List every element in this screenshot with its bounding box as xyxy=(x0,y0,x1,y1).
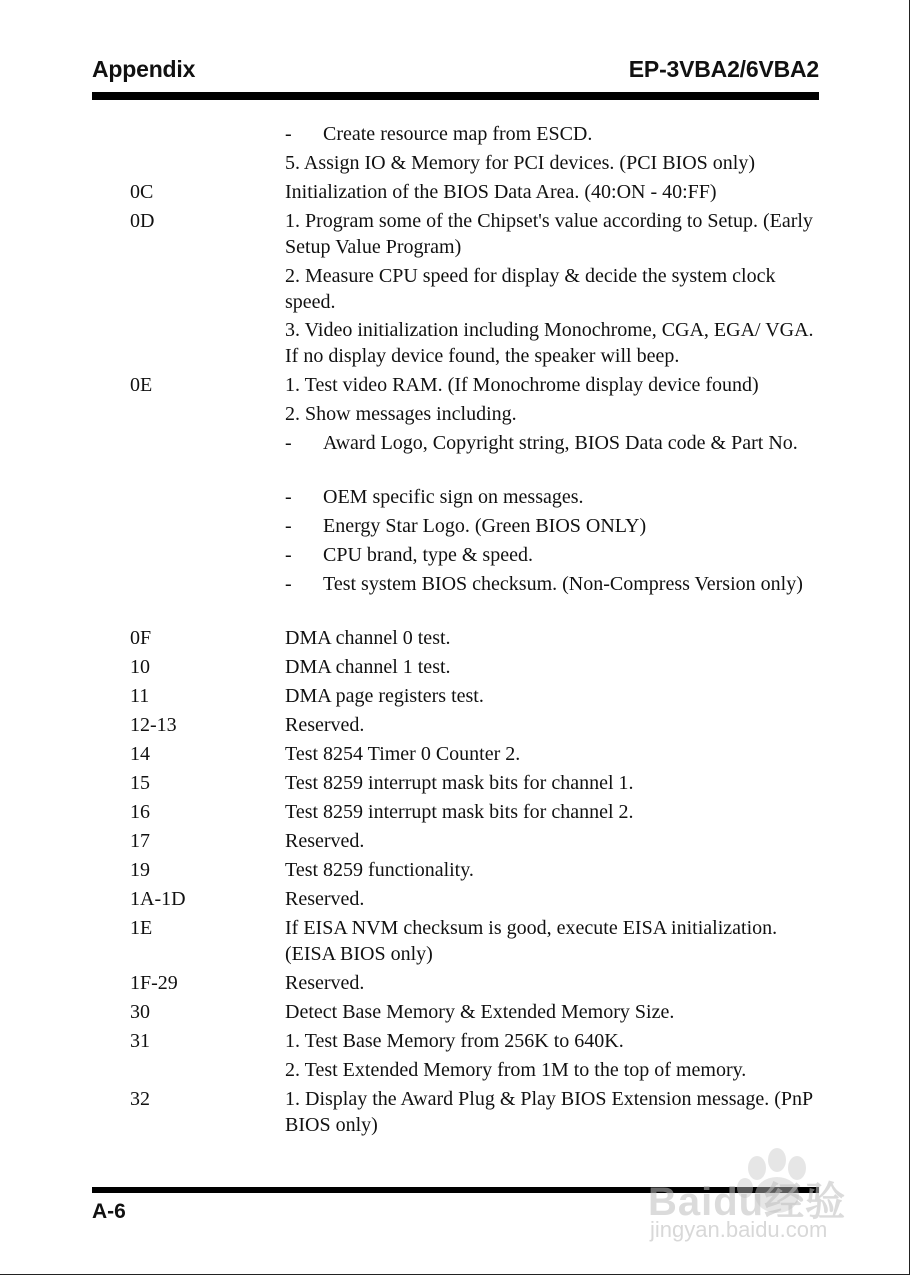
post-code: 30 xyxy=(130,1001,150,1023)
post-description: 2. Test Extended Memory from 1M to the top of memory. xyxy=(285,1059,747,1081)
post-description: 2. Show messages including. xyxy=(285,403,517,425)
header-model: EP-3VBA2/6VBA2 xyxy=(628,56,819,82)
post-description: 1. Program some of the Chipset's value according to Setup. (Early Setup Value Program) xyxy=(285,210,813,258)
post-description: OEM specific sign on messages. xyxy=(323,486,584,508)
post-description: Energy Star Logo. (Green BIOS ONLY) xyxy=(323,515,647,537)
post-code: 15 xyxy=(130,772,150,794)
post-description: 3. Video initialization including Monochrome, CGA, EGA/ VGA. If no display device found, the speaker will beep. xyxy=(285,319,814,367)
post-description: DMA channel 1 test. xyxy=(285,656,451,678)
bullet-dash: - xyxy=(285,544,292,566)
post-code: 1E xyxy=(130,917,153,939)
post-description: Detect Base Memory & Extended Memory Size. xyxy=(285,1001,675,1023)
post-code: 11 xyxy=(130,685,150,707)
post-description: If EISA NVM checksum is good, execute EISA initialization. (EISA BIOS only) xyxy=(285,917,778,965)
post-code: 17 xyxy=(130,830,150,852)
bullet-dash: - xyxy=(285,123,292,145)
watermark-brand: Baidu经验 xyxy=(648,1180,847,1224)
post-description: Test 8254 Timer 0 Counter 2. xyxy=(285,743,521,765)
post-description: Award Logo, Copyright string, BIOS Data code & Part No. xyxy=(323,432,798,454)
post-description: 1. Display the Award Plug & Play BIOS Extension message. (PnP BIOS only) xyxy=(285,1088,813,1136)
post-description: 1. Test video RAM. (If Monochrome display device found) xyxy=(285,374,759,396)
post-description: Reserved. xyxy=(285,714,365,736)
post-description: Test 8259 functionality. xyxy=(285,859,474,881)
header-rule xyxy=(92,92,819,100)
post-code: 32 xyxy=(130,1088,150,1110)
post-description: Reserved. xyxy=(285,830,365,852)
post-description: 1. Test Base Memory from 256K to 640K. xyxy=(285,1030,624,1052)
post-description: Reserved. xyxy=(285,972,365,994)
post-description: Test 8259 interrupt mask bits for channel 2. xyxy=(285,801,634,823)
post-code: 0D xyxy=(130,210,155,232)
bullet-dash: - xyxy=(285,515,292,537)
post-description: 2. Measure CPU speed for display & decide the system clock speed. xyxy=(285,265,776,313)
post-code: 0C xyxy=(130,181,154,203)
post-description: Create resource map from ESCD. xyxy=(323,123,593,145)
bullet-dash: - xyxy=(285,432,292,454)
post-description: DMA page registers test. xyxy=(285,685,484,707)
post-code: 31 xyxy=(130,1030,150,1052)
post-description: Test 8259 interrupt mask bits for channel 1. xyxy=(285,772,634,794)
post-code: 1A-1D xyxy=(130,888,186,910)
post-code: 10 xyxy=(130,656,150,678)
post-description: 5. Assign IO & Memory for PCI devices. (PCI BIOS only) xyxy=(285,152,755,174)
post-code: 0F xyxy=(130,627,152,649)
post-code: 14 xyxy=(130,743,150,765)
post-description: DMA channel 0 test. xyxy=(285,627,451,649)
watermark-url: jingyan.baidu.com xyxy=(650,1217,828,1242)
bullet-dash: - xyxy=(285,486,292,508)
post-description: Initialization of the BIOS Data Area. (40:ON - 40:FF) xyxy=(285,181,717,203)
post-description: Reserved. xyxy=(285,888,365,910)
post-code: 19 xyxy=(130,859,150,881)
post-code: 12-13 xyxy=(130,714,177,736)
post-code: 16 xyxy=(130,801,150,823)
post-code: 1F-29 xyxy=(130,972,178,994)
page-number: A-6 xyxy=(92,1200,126,1223)
post-description: Test system BIOS checksum. (Non-Compress Version only) xyxy=(323,573,803,595)
bullet-dash: - xyxy=(285,573,292,595)
post-description: CPU brand, type & speed. xyxy=(323,544,533,566)
post-code: 0E xyxy=(130,374,153,396)
header-title: Appendix xyxy=(92,56,196,82)
